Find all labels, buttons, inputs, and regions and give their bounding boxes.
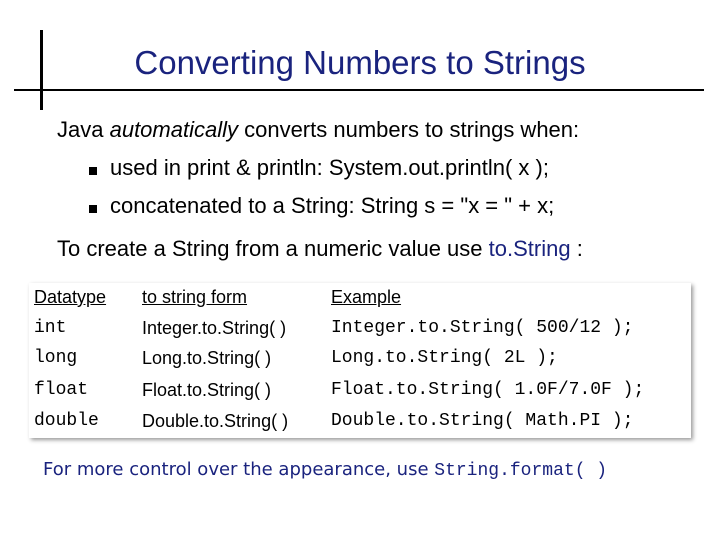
cell-datatype: float: [34, 380, 89, 400]
intro-line: [57, 117, 579, 143]
header-datatype: Datatype: [34, 287, 107, 307]
tostring-prefix: To create a String from a numeric value use: [57, 236, 489, 261]
cell-form: Integer.to.String( ): [142, 318, 287, 338]
decorative-horizontal-rule: [14, 89, 704, 91]
footer-note: [43, 459, 607, 481]
cell-example: Integer.to.String( 500/12 );: [331, 318, 634, 338]
tostring-suffix: :: [570, 236, 583, 261]
tostring-line: [57, 236, 583, 262]
cell-example: Double.to.String( Math.PI );: [331, 411, 634, 431]
cell-datatype: int: [34, 318, 67, 338]
cell-form: Double.to.String( ): [142, 411, 289, 431]
tostring-method: to.String: [488, 236, 571, 261]
header-to-string-form: to string form: [142, 287, 248, 307]
intro-suffix: converts numbers to strings when:: [237, 117, 580, 142]
cell-form: Float.to.String( ): [142, 380, 272, 400]
cell-datatype: long: [34, 348, 78, 368]
decorative-vertical-rule: [40, 30, 43, 110]
cell-example: Float.to.String( 1.0F/7.0F );: [331, 380, 645, 400]
intro-prefix: Java: [57, 117, 110, 142]
header-example: Example: [331, 287, 402, 307]
bullet-item-concat: concatenated to a String: String s = "x = " + x;: [110, 193, 555, 218]
cell-example: Long.to.String( 2L );: [331, 348, 558, 368]
footer-prefix: For more control over the appearance, use: [43, 459, 435, 480]
bullet-square-icon: [89, 205, 97, 213]
cell-form: Long.to.String( ): [142, 348, 272, 368]
slide-title: Converting Numbers to Strings: [134, 44, 586, 81]
conversion-table: [29, 283, 691, 438]
bullet-square-icon: [89, 167, 97, 175]
footer-code: String.format( ): [434, 461, 608, 481]
intro-emphasis: automatically: [109, 117, 238, 142]
cell-datatype: double: [34, 411, 99, 431]
bullet-item-print: used in print & println: System.out.println( x );: [110, 155, 549, 180]
